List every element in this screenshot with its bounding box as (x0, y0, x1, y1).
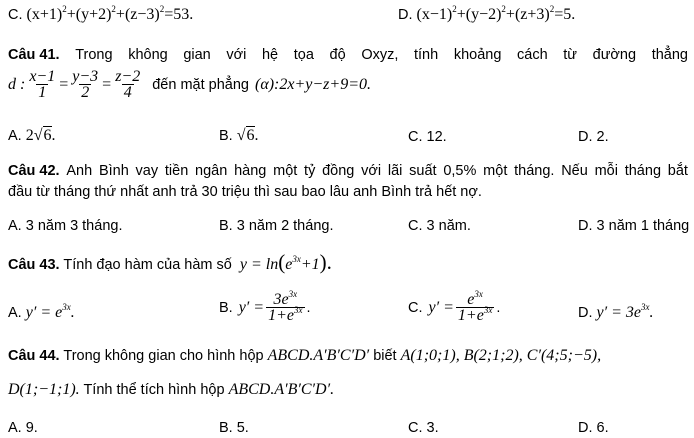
question-label: Câu 41. (8, 47, 60, 63)
q42-line2: đầu từ tháng thứ nhất anh trả 30 triệu thì sau bao lâu anh Bình trả hết nợ. (8, 184, 482, 200)
question-label: Câu 44. (8, 348, 60, 364)
q43-line1: Câu 43. Tính đạo hàm của hàm số $y = \ln(e^{3x}+1)$. (8, 250, 332, 274)
q41-option-a[interactable]: A. 2√6. (8, 127, 56, 144)
fraction: $\frac{z-2}{4}$ (115, 68, 141, 101)
q42-option-b[interactable]: B. 3 năm 2 tháng. (219, 218, 334, 234)
q43-option-b[interactable]: B. y′ = $\frac{3e^{3x}}{1+e^{3x}}$ . (219, 289, 311, 324)
prev-option-c[interactable] (8, 6, 193, 24)
q41-option-d[interactable]: D. 2. (578, 129, 609, 145)
equation: $(x+1)^2+(y+2)^2+(z-3)^2=53$. (26, 4, 194, 23)
fraction: $\frac{y-3}{2}$ (72, 68, 99, 101)
q44-option-a[interactable]: A. 9. (8, 420, 38, 436)
q43-option-c[interactable]: C. y′ = $\frac{e^{3x}}{1+e^{3x}}$ . (408, 289, 501, 324)
option-label: D. (398, 7, 413, 23)
q41-option-b[interactable]: B. √6. (219, 127, 259, 144)
q44-line2: D(1;−1;1). Tính thể tích hình hộp ABCD.A′B′C′D′. (8, 381, 335, 398)
equation: $(x-1)^2+(y-2)^2+(z+3)^2=5$. (416, 4, 576, 23)
q42-option-a[interactable]: A. 3 năm 3 tháng. (8, 218, 123, 234)
q42-option-d[interactable]: D. 3 năm 1 tháng (578, 218, 690, 234)
prev-option-d[interactable] (398, 6, 575, 24)
q44-option-c[interactable]: C. 3. (408, 420, 439, 436)
q43-option-d[interactable]: D. $y' = 3e^{3x}$. (578, 302, 654, 321)
q42-line1: Câu 42. Anh Bình vay tiền ngân hàng một tỷ đồng với lãi suất 0,5% một tháng. Nếu mỗi tháng bắt (8, 163, 688, 179)
q43-option-a[interactable]: A. $y' = e^{3x}$. (8, 302, 75, 321)
fraction: $\frac{3e^{3x}}{1+e^{3x}}$ (268, 289, 303, 324)
q41-line1: Câu 41. Trong không gian với hệ tọa độ Oxyz, tính khoảng cách từ đường thẳng (8, 47, 688, 63)
q44-option-d[interactable]: D. 6. (578, 420, 609, 436)
fraction: $\frac{x-1}{1}$ (29, 68, 56, 101)
q42-option-c[interactable]: C. 3 năm. (408, 218, 471, 234)
q44-option-b[interactable]: B. 5. (219, 420, 249, 436)
fraction: $\frac{e^{3x}}{1+e^{3x}}$ (457, 289, 493, 324)
q41-option-c[interactable]: C. 12. (408, 129, 447, 145)
question-label: Câu 42. (8, 163, 60, 179)
q41-line2: d : $\frac{x-1}{1}$ = $\frac{y-3}{2}$ = $\frac{z-2}{4}$ đến mặt phẳng (α):2x+y−z+9=0. (8, 68, 371, 101)
option-label: C. (8, 7, 23, 23)
question-label: Câu 43. (8, 257, 60, 273)
q44-line1: Câu 44. Trong không gian cho hình hộp ABCD.A′B′C′D′ biết A(1;0;1), B(2;1;2), C′(4;5;−5), (8, 347, 602, 364)
